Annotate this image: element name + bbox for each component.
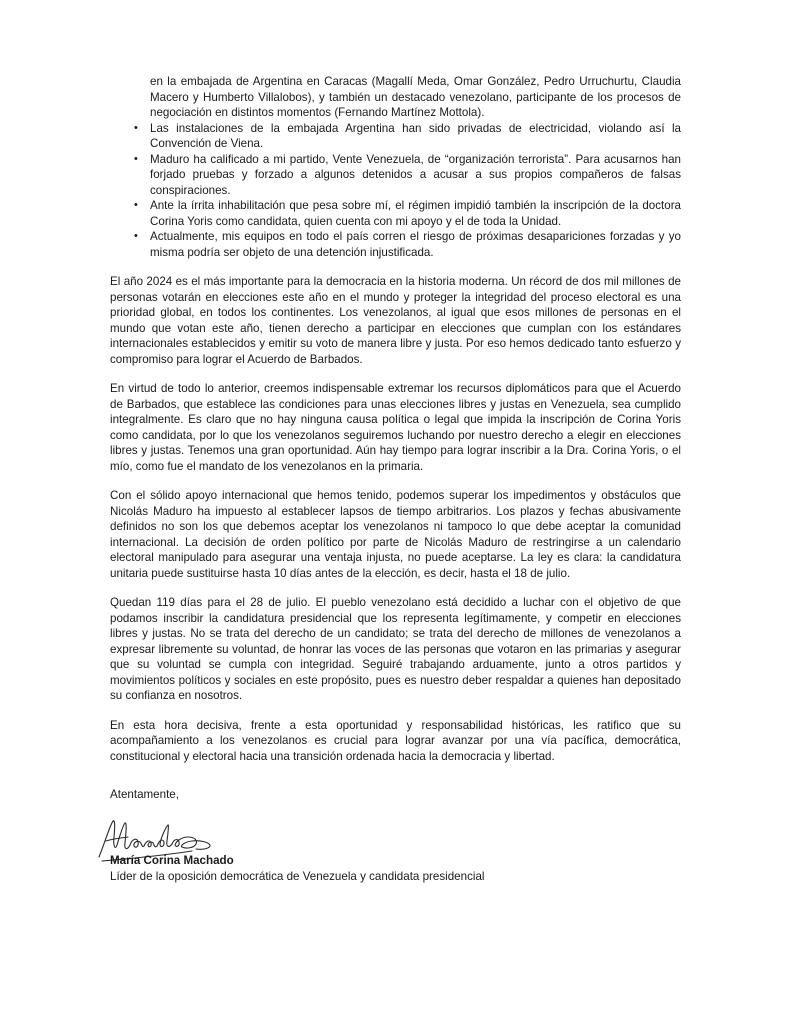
paragraph-barbados-agreement: En virtud de todo lo anterior, creemos indispensable extremar los recursos diplomáticos para que el Acuerdo de Barbados, que establece las condiciones para unas elecciones libres y justas en Venezuela, sea cumplido integralmente. Es claro que no hay ninguna causa política o legal que impida la inscripción de Corina Yoris como candidata, por lo que los venezolanos seguiremos luchando por nuestro derecho a elegir en elecciones libres y justas. Tenemos una gran oportunidad. Aún hay tiempo para lograr inscribir a la Dra. Corina Yoris, o el mío, como fue el mandato de los venezolanos en la primaria. [110, 382, 681, 473]
list-item [134, 152, 681, 199]
signer-title: Líder de la oposición democrática de Venezuela y candidata presidencial [110, 869, 485, 883]
grievance-list [110, 121, 681, 261]
paragraph-democracy-2024: El año 2024 es el más importante para la democracia en la historia moderna. Un récord de dos mil millones de personas votarán en elecciones este año en el mundo y proteger la integridad del proceso electoral es una prioridad global, en todos los continentes. Los venezolanos, al igual que esos millones de personas en el mundo que votan este año, tienen derecho a participar en elecciones que cumplan con los estándares internacionales establecidos y emitir su voto de manera libre y justa. Por eso hemos dedicado tanto esfuerzo y compromiso para lograr el Acuerdo de Barbados. [110, 275, 681, 366]
list-item-text: Maduro ha calificado a mi partido, Vente Venezuela, de “organización terrorista”. Para acusarnos han forjado pruebas y forzado a algunos detenidos a acusar a sus propios compañeros de falsas conspiraciones. [150, 152, 681, 197]
list-item [134, 229, 681, 260]
bullet-icon: • [134, 152, 138, 165]
bullet-icon: • [134, 199, 138, 211]
signer-name: María Corina Machado [110, 854, 234, 867]
bullet-icon: • [134, 230, 138, 242]
list-item-text: Ante la írrita inhabilitación que pesa sobre mí, el régimen impidió también la inscripción de la doctora Corina Yoris como candidata, quien cuenta con mi apoyo y el de toda la Unidad. [150, 199, 681, 228]
paragraph-international-support: Con el sólido apoyo internacional que hemos tenido, podemos superar los impedimentos y obstáculos que Nicolás Maduro ha impuesto al establecer lapsos de tiempo arbitrarios. Los plazos y fechas abusivamente definidos no son los que debemos aceptar los venezolanos ni tampoco lo que debe aceptar la comunidad internacional. La decisión de orden político por parte de Nicolás Maduro de restringirse a un calendario electoral manipulado para asegurar una ventaja injusta, no puede aceptarse. La ley es clara: la candidatura unitaria puede sustituirse hasta 10 días antes de la elección, es decir, hasta el 18 de julio. [110, 489, 681, 580]
paragraph-days-remaining: Quedan 119 días para el 28 de julio. El pueblo venezolano está decidido a luchar con el objetivo de que podamos inscribir la candidatura presidencial que los representa legítimamente, y competir en elecciones libres y justas. No se trata del derecho de un candidato; se trata del derecho de millones de venezolanos a expresar libremente su voluntad, de honrar las voces de las personas que votaron en las primarias y asegurar que su voluntad se cumpla con integridad. Seguiré trabajando arduamente, junto a otros partidos y movimientos políticos y sociales en este propósito, pues es nuestro deber respaldar a quienes han depositado su confianza en nosotros. [110, 596, 681, 702]
bullet-icon: • [134, 121, 138, 134]
paragraph-decisive-hour: En esta hora decisiva, frente a esta oportunidad y responsabilidad históricas, les ratifico que su acompañamiento a los venezolanos es crucial para lograr avanzar por una vía pacífica, democrática, constitucional y electoral hacia una transición ordenada hacia la democracia y libertad. [110, 718, 681, 763]
list-item [134, 121, 681, 152]
intro-continuation: en la embajada de Argentina en Caracas (Magallí Meda, Omar González, Pedro Urruchurtu, Claudia Macero y Humberto Villalobos), y también un destacado venezolano, participante de los procesos de negociación en distintos momentos (Fernando Martínez Mottola). [150, 75, 681, 119]
letter-page [110, 74, 681, 884]
list-item-text: Actualmente, mis equipos en todo el país corren el riesgo de próximas desapariciones forzadas y yo misma podría ser objeto de una detención injustificada. [150, 230, 681, 259]
list-item [134, 198, 681, 229]
list-item-text: Las instalaciones de la embajada Argentina han sido privadas de electricidad, violando así la Convención de Viena. [150, 121, 681, 150]
closing-salutation: Atentamente, [110, 788, 179, 801]
